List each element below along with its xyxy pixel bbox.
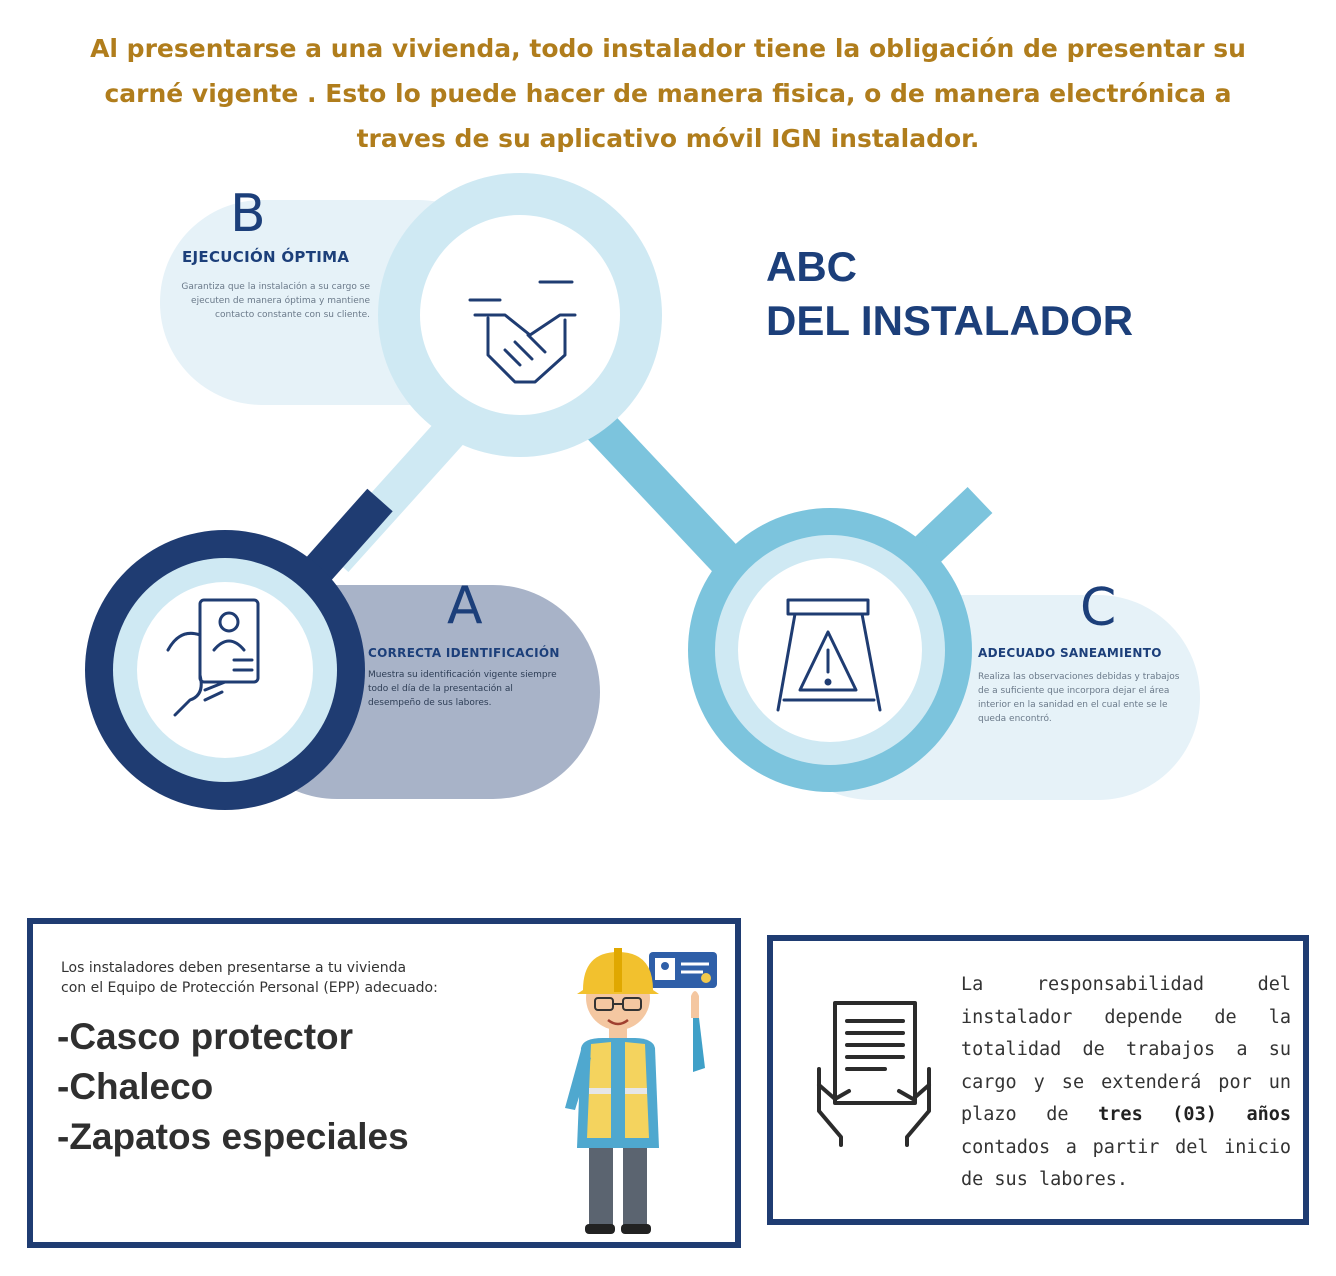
circle-b-inner — [420, 215, 620, 415]
connector-b-c — [585, 410, 745, 580]
epp-intro-line-2: con el Equipo de Protección Personal (EPP) adecuado: — [61, 980, 438, 996]
responsibility-text — [961, 969, 1291, 1197]
epp-list — [57, 1012, 409, 1162]
step-b-text: Garantiza que la instalación a su cargo se ejecuten de manera óptima y mantiene contacto constante con su cliente. — [181, 282, 370, 320]
title-line-1: ABC — [766, 243, 857, 290]
circle-a-inner — [137, 582, 313, 758]
step-b-heading: EJECUCIÓN ÓPTIMA — [182, 248, 350, 266]
responsibility-box — [767, 935, 1309, 1225]
intro-line-2: carné vigente . Esto lo puede hacer de manera fisica, o de manera electrónica a — [104, 79, 1232, 108]
circle-c-inner — [738, 558, 922, 742]
step-c-text: Realiza las observaciones debidas y trabajos de a suficiente que incorpora dejar el área interior en la sanidad en el cual ente se le queda encontró. — [978, 672, 1180, 724]
document-hands-icon — [815, 999, 933, 1147]
resp-emphasis: tres (03) años — [1098, 1104, 1291, 1125]
resp-text-after: contados a partir del inicio de sus labores. — [961, 1136, 1291, 1190]
resp-text-before: La responsabilidad del instalador depende de la totalidad de trabajos a su cargo y se extenderá por un plazo de — [961, 974, 1291, 1125]
epp-item-shoes: -Zapatos especiales — [57, 1116, 409, 1157]
diagram-title — [766, 240, 1133, 348]
epp-item-helmet: -Casco protector — [57, 1016, 354, 1057]
epp-item-vest: -Chaleco — [57, 1066, 214, 1107]
step-c-heading: ADECUADO SANEAMIENTO — [978, 646, 1162, 660]
epp-box — [27, 918, 741, 1248]
epp-intro-line-1: Los instaladores deben presentarse a tu vivienda — [61, 960, 407, 976]
epp-intro — [61, 958, 521, 998]
step-a-heading: CORRECTA IDENTIFICACIÓN — [368, 646, 560, 660]
intro-text — [40, 26, 1296, 161]
step-a-letter: A — [447, 576, 483, 636]
installer-illustration-icon — [553, 938, 733, 1243]
title-line-2: DEL INSTALADOR — [766, 297, 1134, 344]
step-b-letter: B — [230, 184, 266, 244]
step-c-letter: C — [1080, 578, 1117, 638]
intro-line-3: traves de su aplicativo móvil IGN instalador. — [356, 124, 980, 153]
step-a-text: Muestra su identificación vigente siempre todo el día de la presentación al desempeño de sus labores. — [368, 670, 557, 708]
intro-line-1: Al presentarse a una vivienda, todo instalador tiene la obligación de presentar su — [90, 34, 1246, 63]
